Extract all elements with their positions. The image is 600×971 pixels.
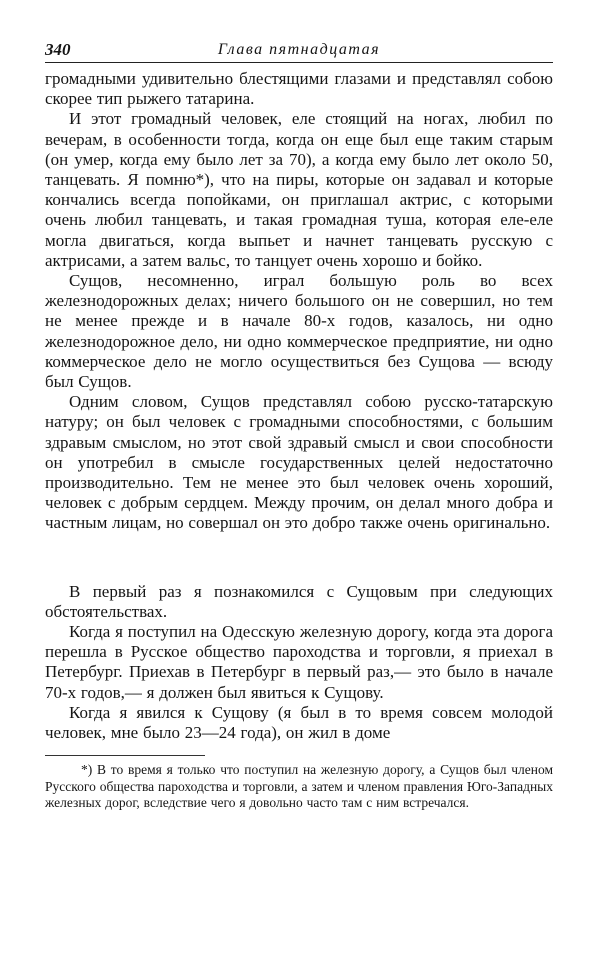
page-number: 340: [45, 40, 71, 59]
paragraph: И этот громадный человек, еле стоящий на ногах, любил по вечерам, в особенности тогда, когда он еще был еще таким старым (он умер, когда ему было лет за 70), а когда ему было лет около 50, танцевать. Я помню*), что на пиры, которые он задавал и которые кончались всегда попойками, он приглашал актрис, с которыми очень любил танцевать, и такая громадная туша, которая еле-еле могла двигаться, когда выпьет и начнет танцевать русскую с актрисами, а затем вальс, то танцует очень хорошо и бойко.: [45, 109, 553, 270]
running-header: [45, 38, 553, 63]
book-page: [45, 38, 553, 811]
paragraph: громадными удивительно блестящими глазами и представлял собою скорее тип рыжего татарина.: [45, 69, 553, 109]
paragraph: Когда я поступил на Одесскую железную дорогу, когда эта дорога перешла в Русское общество пароходства и торговли, я приехал в Петербург. Приехав в Петербург в первый раз,— это было в начале 70-х годов,— я должен был явиться к Сущову.: [45, 622, 553, 702]
paragraph: Когда я явился к Сущову (я был в то время совсем молодой человек, мне было 23—24 года), он жил в доме: [45, 702, 553, 743]
paragraph: Сущов, несомненно, играл большую роль во всех железнодорожных делах; ничего большого он не совершил, но тем не менее прежде и в начале 80-х годов, казалось, ни одно железнодорожное дело, ни одно коммерческое предприятие, ни одно коммерческое дело не могло осуществиться без Сущова — всюду был Сущов.: [45, 271, 553, 392]
footnote: *) В то время я только что поступил на железную дорогу, а Сущов был членом Русского общества пароходства и торговли, а затем и членом правления Юго-Западных железных дорог, вследствие чего я довольно часто там с ним встречался.: [45, 762, 553, 810]
text-section-one: [45, 69, 553, 534]
text-section-two: [45, 582, 553, 744]
footnote-divider: [45, 755, 205, 756]
paragraph: Одним словом, Сущов представлял собою русско-татарскую натуру; он был человек с громадными способностями, с большим здравым смыслом, но этот свой здравый смысл и свои способности он употребил в смысле государственных целей недостаточно производительно. Тем не менее это был человек очень хороший, человек с добрым сердцем. Между прочим, он делал много добра и частным лицам, но совершал он это добро также очень оригинально.: [45, 392, 553, 533]
chapter-title: Глава пятнадцатая: [217, 41, 381, 58]
paragraph: В первый раз я познакомился с Сущовым при следующих обстоятельствах.: [45, 581, 553, 621]
